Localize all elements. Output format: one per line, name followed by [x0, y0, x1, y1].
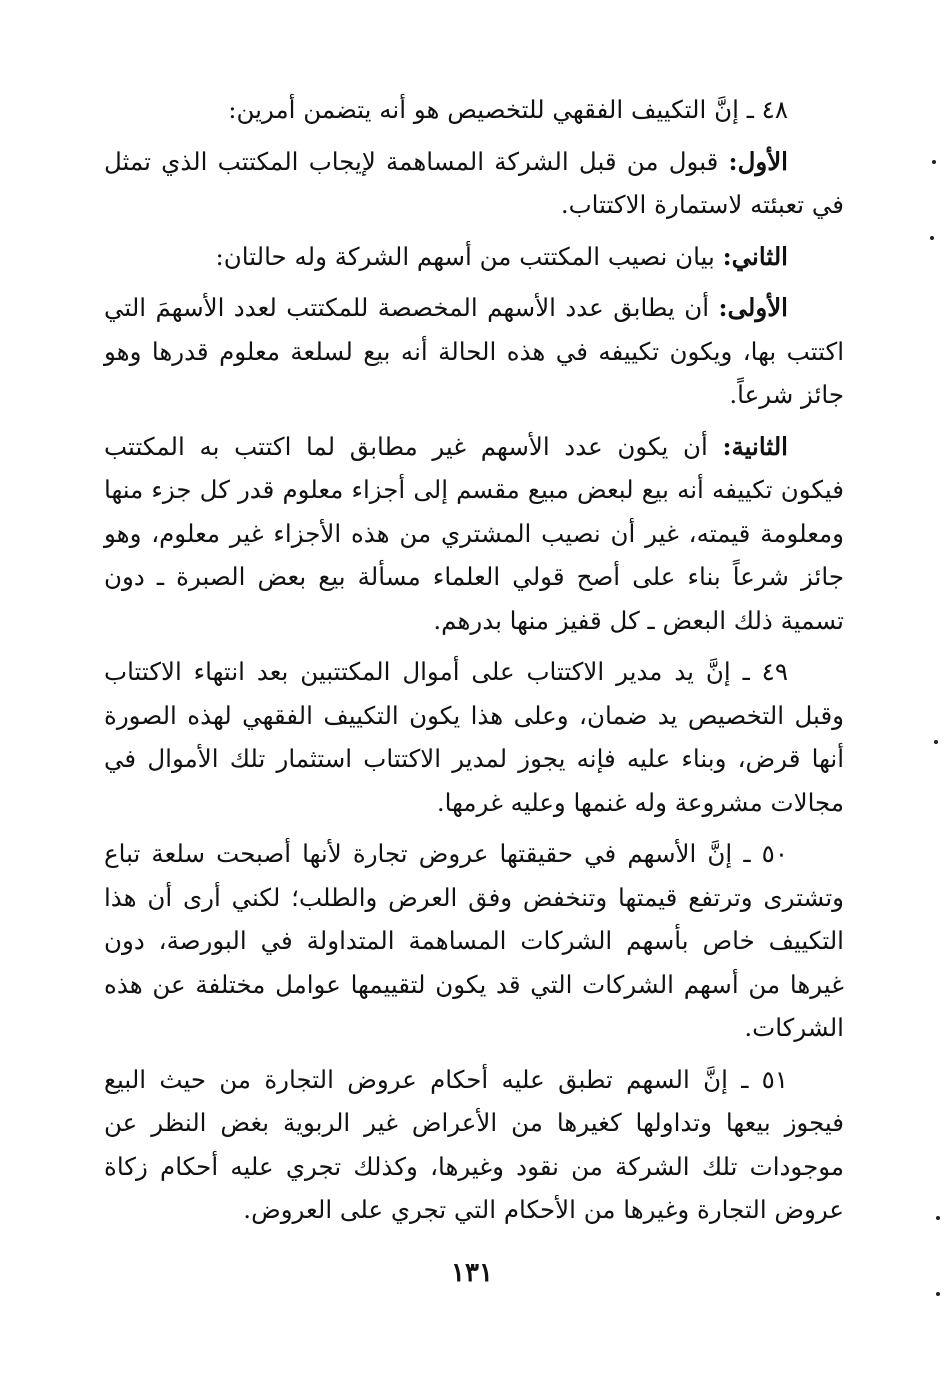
paragraph-lead: الثاني: [722, 241, 788, 271]
paragraph-second-matter [104, 235, 844, 279]
paragraph-text: أن يطابق عدد الأسهم المخصصة للمكتتب لعدد الأسهمَ التي اكتتب بها، ويكون تكييفه في هذه الحالة أنه بيع لسلعة معلوم قدرها وهو جائز شرعاً. [104, 293, 844, 409]
paragraph-lead: الأولى: [718, 293, 788, 322]
paragraph-first-matter [104, 140, 844, 227]
scan-speck [936, 1216, 940, 1220]
paragraph-text: أن يكون عدد الأسهم غير مطابق لما اكتتب به المكتتب فيكون تكييفه أنه بيع لبعض مبيع مقسم إلى أجزاء معلوم قدر كل جزء منها ومعلومة قيمته، غير أن نصيب المشتري من هذه الأجزاء غير معلوم، وهو جائز شرعاً بناء على أصح قولي العلماء مسألة بيع بعض الصبرة ـ دون تسمية ذلك البعض ـ كل قفيز منها بدرهم. [104, 431, 844, 635]
paragraph-text: ٤٨ ـ إنَّ التكييف الفقهي للتخصيص هو أنه يتضمن أمرين: [228, 95, 788, 124]
scan-speck [930, 236, 934, 240]
paragraph-lead: الأول: [728, 146, 788, 176]
paragraph-51 [104, 1058, 844, 1232]
paragraph-text: ٥٠ ـ إنَّ الأسهم في حقيقتها عروض تجارة لأنها أصبحت سلعة تباع وتشترى وترتفع قيمتها وتنخفض وفق العرض والطلب؛ لكني أرى أن هذا التكييف خاص بأسهم الشركات المساهمة المتداولة في البورصة، دون غيرها من أسهم الشركات التي قد يكون لتقييمها عوامل مختلفة عن هذه الشركات. [104, 839, 844, 1042]
page-number: ١٣١ [451, 1258, 493, 1288]
paragraph-text: قبول من قبل الشركة المساهمة لإيجاب المكتتب الذي تمثل في تعبئته لاستمارة الاكتتاب. [104, 146, 844, 219]
paragraph-text: بيان نصيب المكتتب من أسهم الشركة وله حالتان: [215, 241, 723, 271]
paragraph-lead: الثانية: [722, 431, 788, 461]
page-body [104, 88, 844, 1240]
paragraph-49 [104, 650, 844, 824]
paragraph-text: ٥١ ـ إنَّ السهم تطبق عليه أحكام عروض التجارة من حيث البيع فيجوز بيعها وتداولها كغيرها من الأعراض غير الربوية بغض النظر عن موجودات تلك الشركة من نقود وغيرها، وكذلك تجري عليه أحكام زكاة عروض التجارة وغيرها من الأحكام التي تجري على العروض. [104, 1064, 844, 1224]
scan-speck [932, 160, 936, 164]
scan-speck [934, 740, 938, 744]
paragraph-second-case [104, 425, 844, 643]
paragraph-text: ٤٩ ـ إنَّ يد مدير الاكتتاب على أموال المكتتبين بعد انتهاء الاكتتاب وقبل التخصيص يد ضمان، وعلى هذا يكون التكييف الفقهي لهذه الصورة أنها قرض، وبناء عليه فإنه يجوز لمدير الاكتتاب استثمار تلك الأموال في مجالات مشروعة وله غنمها وعليه غرمها. [104, 657, 844, 817]
paragraph-50 [104, 832, 844, 1050]
paragraph-first-case [104, 286, 844, 417]
scan-speck [936, 1292, 940, 1296]
paragraph-48-intro [104, 88, 844, 132]
